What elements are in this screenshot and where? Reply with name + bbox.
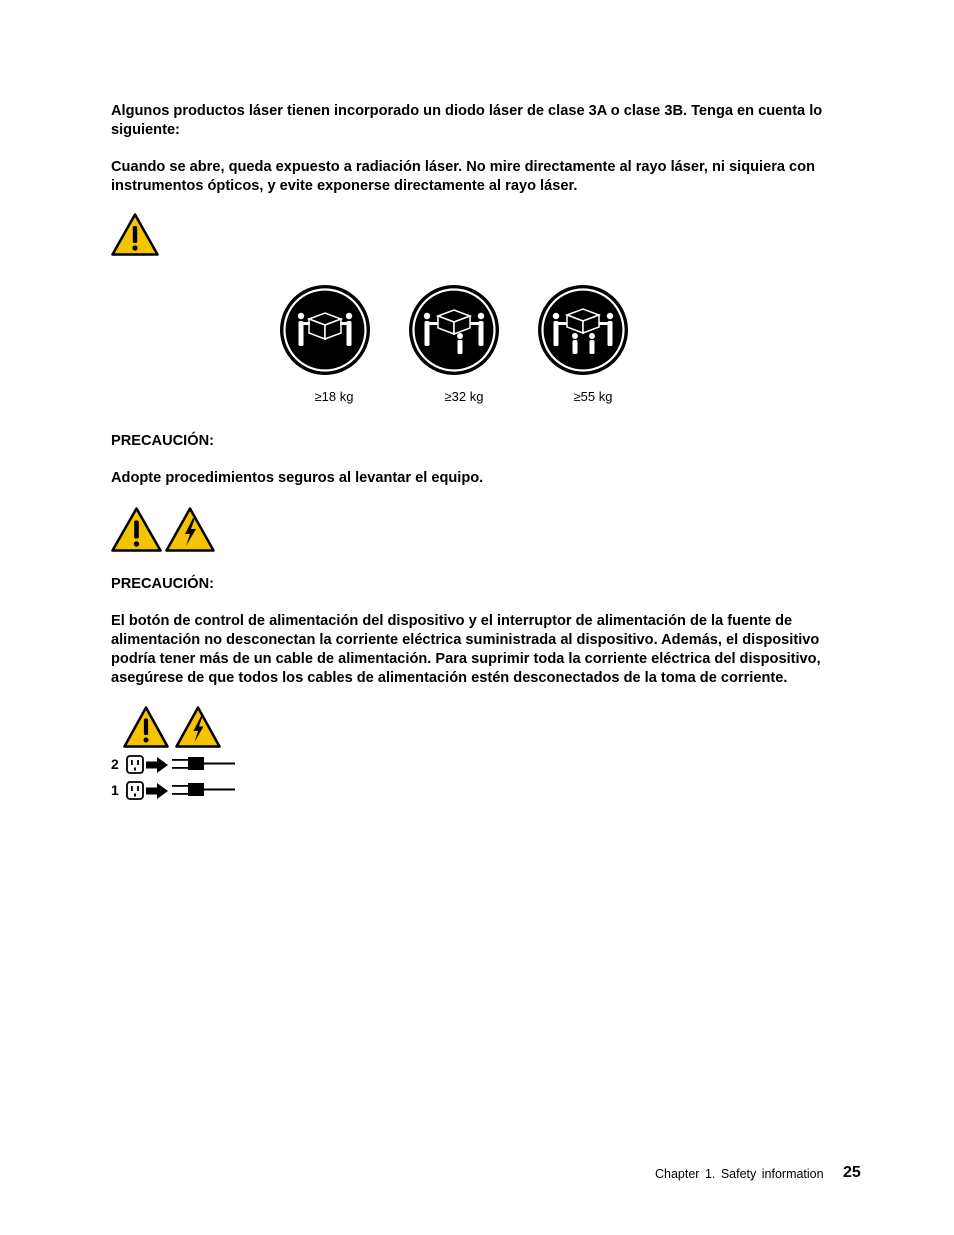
power-cord-number: 2 xyxy=(111,756,119,772)
power-outlet-icon xyxy=(127,782,143,799)
electrical-hazard-icon xyxy=(175,706,221,748)
two-person-lift-icon xyxy=(279,284,371,376)
caution-2-title: PRECAUCIÓN: xyxy=(111,576,214,592)
laser-warning-paragraph: Cuando se abre, queda expuesto a radiación láser. No mire directamente al rayo láser, ni siquiera con instrumentos ópticos, y evite exponerse directamente al rayo láser. xyxy=(111,159,816,194)
page-number: 25 xyxy=(843,1164,861,1181)
power-plug-icon xyxy=(172,783,235,796)
caution-2-body: El botón de control de alimentación del dispositivo y el interruptor de alimentación de la fuente de alimentación no desconectan la corriente eléctrica suministrada al dispositivo. Además, el dispositivo podría tener más de un cable de alimentación. Para suprimir toda la corriente eléctrica del dispositivo, asegúrese de que todos los cables de alimentación estén desconectados de la toma de corriente. xyxy=(111,613,821,686)
power-cord-row xyxy=(111,754,241,776)
weight-label-32kg: ≥32 kg xyxy=(444,389,484,404)
four-person-lift-icon xyxy=(537,284,629,376)
weight-label-55kg: ≥55 kg xyxy=(573,389,613,404)
electrical-hazard-icon xyxy=(165,507,215,552)
power-cord-row xyxy=(111,780,241,802)
power-plug-icon xyxy=(172,757,235,770)
weight-label-18kg: ≥18 kg xyxy=(314,389,354,404)
footer-chapter-title: Chapter 1. Safety information xyxy=(655,1167,824,1181)
caution-1-title: PRECAUCIÓN: xyxy=(111,433,214,449)
arrow-right-icon xyxy=(146,757,168,773)
power-cord-number: 1 xyxy=(111,782,119,798)
arrow-right-icon xyxy=(146,783,168,799)
caution-1-body: Adopte procedimientos seguros al levantar el equipo. xyxy=(111,470,484,486)
warning-triangle-icon xyxy=(123,706,169,748)
warning-triangle-icon xyxy=(111,213,159,256)
laser-class-paragraph: Algunos productos láser tienen incorporado un diodo láser de clase 3A o clase 3B. Tenga en cuenta lo siguiente: xyxy=(111,103,823,138)
warning-triangle-icon xyxy=(111,507,162,552)
power-outlet-icon xyxy=(127,756,143,773)
three-person-lift-icon xyxy=(408,284,500,376)
